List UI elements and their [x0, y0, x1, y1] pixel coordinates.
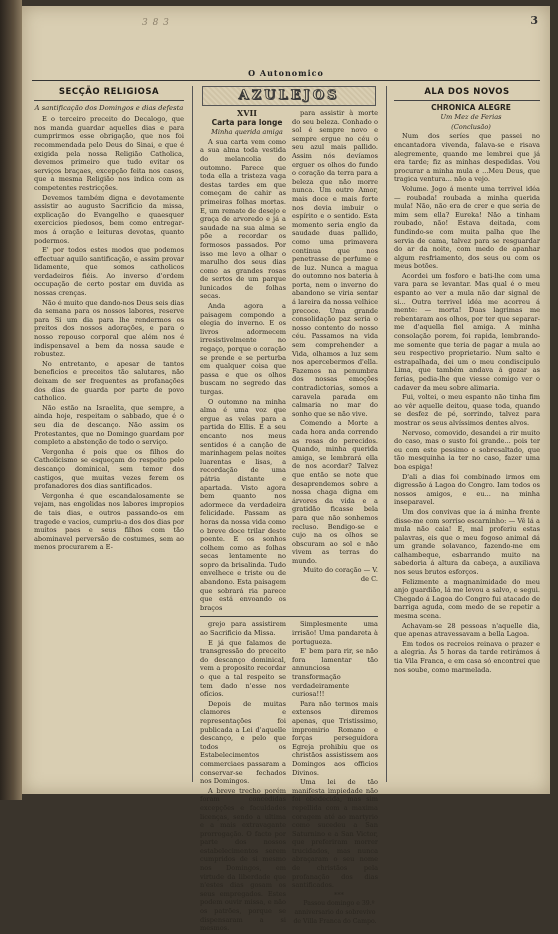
- column-religious-section: [34, 86, 184, 784]
- masthead: O Autonomico: [248, 68, 324, 78]
- article-note: (Conclusão): [451, 122, 491, 131]
- azulejos-upper: [200, 109, 378, 613]
- paragraph: Vergonha é que escandalosamente se vejam, nas engolidas nos labores impropios de tais dias, e outros passando-os em tragede e vacios, cumpriu-a dos dos dias por muitos paes e seus filhos com tão abominavel perversão de costumes, sem ao menos procurarem a E-: [34, 491, 184, 552]
- paragraph: para assistir à morte do seu beleza. Conhado o sol é sempre novo e sempre ergue no céu o seu azul mais pallido. Assim nós devíamos erguer os olhos do fundo o coração da terra para a beleza que não morre nunca. Um outro Amor, mais doce e mais forte nos devia imbuir o espírito e o sentido. Esta momento seria englo da saudade duas pallido, como uma primavera continua que nos penetrasse de perfume e de luz. Nunca a magua do outomno nos bateria à porta, nem o inverno do abandono se viria sentar á lareira da nossa velhice precoce. Uma grande consolidação paz seria o nosso contento do nosso céu. Passamos na vida sem comprehender a Vida, olhamos a luz sem nos apercebermos d'ella. Fazemos na penumbra dos nossas emoções contradictorias, somos a caravela parada em calmaria no mar do sonho que se não vive.: [292, 109, 378, 418]
- article-title: A santificação dos Domingos e dias defesta: [34, 103, 184, 112]
- paragraph: Depois de muitas clamores e representações foi publicada a Lei d'aquelle descanço, e pelo que todos os Estabelecimentos commerciaes passaram a conservar-se fechados nos Domingos.: [200, 699, 286, 786]
- continuation-left: [200, 620, 286, 933]
- column-ala-dos-novos: [394, 86, 540, 784]
- article-title: CHRONICA ALEGRE: [431, 102, 511, 112]
- section-title: SECÇÃO RELIGIOSA: [58, 87, 160, 97]
- pencil-mark: 3 8 3: [142, 18, 170, 28]
- paragraph: A breve trecho porém foram concedidas excepções e faculdades licenças, sendo a ultima e a mais extravagante prorrogação. O facto por parte dos nossos estabelecimentos serem cumpridos de si mesmo nos Domingos, em virtude da liberdade que n'estes dias gosam os seus empregados. Estes podem ouvir missa, e não os patrões, porque se dispensaram a si mesmos.: [200, 786, 286, 933]
- paragraph: E o terceiro preceito do Decalogo, que nos manda guardar aquelles dias e para cumprirmos esse obrigação, que nos foi recommendada pelo Deus do Sinai, e que é exigida pela nossa Religião Catholica, devemos primeiro que tudo evitar os serviços braçaes, excepção feita nos casos, que a mesma Religião nos indica com as competentes restricções.: [34, 115, 184, 192]
- article-subtitle: Um Mez de Ferias: [440, 113, 502, 122]
- column-divider: [386, 86, 387, 782]
- paragraph: No entretanto, e apesar de tantos beneficios e preceitos tão salutares, não deixam de ser frequentes as profanações dos dias de guarda por parte de povo catholico.: [34, 359, 184, 403]
- section-title: ALA DOS NOVOS: [424, 87, 510, 97]
- paragraph: E já que falamos de transgressão do preceito do descanço dominical, vem a proposito recordar o que a tal respeito se tem dado n'esse nos ofícios.: [200, 638, 286, 699]
- column-divider: [192, 86, 193, 782]
- chapter-title: Carta para longe: [211, 117, 283, 127]
- paragraph: Não é muito que dando-nos Deus seis dias da semana para os nossos labores, reserve para Si um dia para lhe rendermos os preitos dos nossos adorações, e para o nosso repouso corporal que além nos é indispensavel a bem da nossa saude e robustez.: [34, 298, 184, 359]
- signature: Muito do coração — V. de C.: [303, 566, 378, 584]
- divider: [394, 100, 540, 101]
- newspaper-page: [22, 6, 550, 933]
- paragraph: E' por todos estes modos que podemos effectuar aquilo santificação, e assim provar lidamente, que somos catholicos verdadeiros fiéis. Ao inverso d'ordem occupação de certo postar em duvida as nossas crenças.: [34, 246, 184, 298]
- paragraph: Volume. Jogo á mente uma terrivel idéa — roubada! roubada a minha querida mula! Não, não era de crer e que seria de mim sem ella? Eureka! Não a tinham roubado, não! Estava deitada, com fundindo-se com muita palha que lhe servia de cama, talvez para se resguardar do ar da noite, com medo de apanhar algum resfriamento, dos seus ou com os meus botões.: [394, 184, 540, 271]
- paragraph: Anda agora a paisagem compondo a elegia do inverno. E os livros adormecem irresistivelmente no regaço, porque o coração se prende e se perturba em qualquer coisa que passa e que os olhos buscam no segredo das turgas.: [200, 302, 286, 396]
- paragraph: Em todos os recreios reinava o prazer e a alegria. Ás 5 horas da tarde retirámos á tia Vila Franca, e em casa só encontrei que nos soube, como marmelada.: [394, 639, 540, 674]
- page-number: 3: [530, 14, 538, 27]
- continuation-right: [292, 620, 378, 933]
- azulejos-banner: [202, 86, 376, 106]
- paragraph: Num dos seríes que passei no encantadora vivenda, falava-se e risava alegremente, quando me lembrei que já era tarde; fiz as minhas despedidas. Vou procurar a minha mula e ...Meu Deus, que tragica ventura... não a vejo.: [394, 132, 540, 184]
- paragraph: grejo para assistirem ao Sacrificio da Missa.: [200, 620, 286, 638]
- paragraph: Uma lei de tão manifesta impiedade não foi obedecida, mas sim repellida com a maxima coragem até ao martyrio como sucedeu a San Saturnino e a San Victor, que preferiram morrer trucidados, mas nunca abraçaram o seu nome de christãos pela profanação dos dias santificados.: [292, 778, 378, 890]
- paragraph: Devemos também digna e devotamente assistir ao augusto Sacrificio da missa, explicação do Evangelho e quaesquer exercicios piedosos, bem como entregar-mos á oração e leituras devotas, quanto podermos.: [34, 193, 184, 245]
- paragraph: Não estão na Israelita, que sempre, a ainda hoje, respeitam o sabbado, que é o seu dia de descanço. Não assim os Protestantes, que no Domingo guardam por completo a abstenção de todo o serviço.: [34, 403, 184, 447]
- paragraph: Simplesmente uma irrisão! Uma pandareta à portugueza.: [292, 620, 378, 646]
- divider: [200, 616, 378, 617]
- paragraph: Para não termos mais extensos diremos apenas, que Tristissimo, impromirio Romano e forças perseguidora Egreja prohibiu que os christãos assistissem aos Domingos aos officios Divinos.: [292, 699, 378, 777]
- banner-title: AZULEJOS: [238, 87, 340, 103]
- paragraph: Achavam-se 28 pessoas n'aquelle dia, que apenas atravessavam a bella Lagoa.: [394, 621, 540, 639]
- chapter-number: XVII: [237, 108, 257, 118]
- book-spine: [0, 0, 22, 800]
- news-note: Passou domingo e 39.º anniversario do sobrevivo de Villa Franca do Campo.: [293, 900, 377, 925]
- azulejos-left: [200, 109, 286, 613]
- paragraph: E' bem para rir, se não fora lamentar tão annunciosa transformação verdadeiramente curiosa!!!: [292, 647, 378, 699]
- azulejos-right: [292, 109, 378, 613]
- divider: [34, 100, 184, 101]
- paragraph: D'ali a dias foi combinado irmos em digressão á Lagoa do Congro. Iam todos os nossos amigos, e eu... na minha inseparavel.: [394, 472, 540, 507]
- salutation: Minha querida amiga: [211, 128, 283, 137]
- masthead-rule: [32, 80, 540, 81]
- paragraph: Acordei um fosforo e bati-lhe com uma vara para se levantar. Mas qual é o meu espanto ao ver a mula não dar signal de si... Outra terrivel idéa me acorreu á mente: — morta! Duas lagrimas me rebentaram aos olhos, por ter que separar-me d'aquella fiel amiga. A minha consolação porem, foi rapida, lembrando-me somente que teria de pagar a mula ao seu respectivo proprietario. Num salto e estrapalhada, dei um o meu condiscipulo Lima, que também andava á gozar as ferias, pedia-lhe que viesse comigo ver o cadaver da meu sobre alimaria.: [394, 271, 540, 392]
- azulejos-lower: [200, 620, 378, 933]
- paragraph: Comendo a Morte a cada hora anda correndo as rosas do perecidos. Quando, minha querida amiga, se lembrará ella de nos acordar? Talvez que então se note que desaprendemos sobre a nossa chaga digna em árvores da vida e a gratidão ficasse bela para que não sonhemos recluso. Bendigo-se e cujo na os olhos se obscuram ao sol e não vivem as terras do mundo.: [292, 419, 378, 565]
- paragraph: Nervoso, comovido, desandei a rir muito do caso, mas o susto foi grande... pois ter eu com este pessimo e sobresaltado, que tão mesquinha ia ter no caso, fazer uma boa espiga!: [394, 428, 540, 471]
- paragraph: Fui, voltei, o meu espanto não tinha fim ao vêr aquelle deitou, quase toda, quando se desfez de pé, sorrindo, talvez para mostrar os seus alvíssimos dentes alvos.: [394, 393, 540, 427]
- paragraph: O outomno na minha alma é uma voz que ergue as velas para a partida do Ellis. E a seu encanto nos meus sentidos é a canção de marinhagem pelas noites luarentas e lisas, a recordação de uma pátria distante e apartada. Visto agora bem quanto nos adormece da verdadeira felicidade. Passam as horas da nossa vida como o breve doce trilar deste poente. E os sonhos colhem como as folhas secas lentamente no sopro da brisalinda. Tudo envelhece e triste ou de abandono. Esta paisagem que sobrará ria parece que está envoando os braços: [200, 397, 287, 612]
- paragraph: Vergonha é pois que os filhos do Catholicismo se esqueçam do respeito pelo descanço dominical, sem temor dos castigos, que muitas vezes ferem os profanadores dos dias santificados.: [34, 447, 184, 491]
- paragraph: Um dos convivas que ia á minha frente disse-me com sorriso escarninho: — Vê lá a mula não caia! E, mal proferiu estas palavras, eis que o meu fogoso animal dá um grande solavanco, fazendo-me em calhambeque, esbarrando muito na sabedoria á altura da cabeça, a auxiliava nos seus brutos esforços.: [394, 507, 540, 577]
- paragraph: Felizmente a magnanimidade do meu anjo guardião, lá me levou a salvo, e segui. Chegado á Lagoa do Congro fui atacado de barriga aguda, com medo de se repetir a mesma scena.: [394, 577, 540, 621]
- column-azulejos: [200, 86, 378, 933]
- paragraph: A sua carta vem como a sua alma toda vestida do melancolia do outomno. Parece que toda ella a tristeza vaga destas tardes em que começam de cahir as primeiras folhas mortas. E, um remate de desejo e graça de arvoredo e já a saudade na sua alma se põe a recordar os formosos passados. Por isso me levo a olhar o marulho dos seus dias como as grandes rosas de sertos de um parque lunicados de folhas secas.: [200, 137, 286, 301]
- separator-asterisks: ***: [334, 890, 344, 899]
